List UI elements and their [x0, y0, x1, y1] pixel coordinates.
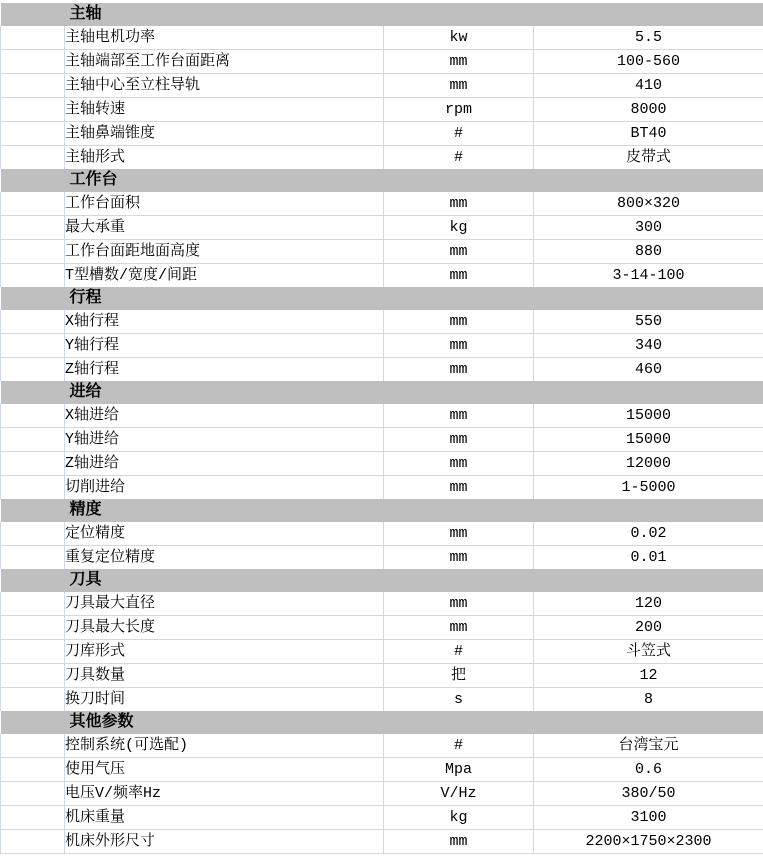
section-header-row [1, 169, 763, 192]
spec-row [1, 334, 763, 358]
spec-name: 电压V/频率Hz [65, 782, 384, 806]
spec-value: 斗笠式 [534, 640, 763, 664]
spec-row [1, 806, 763, 830]
spec-table [0, 3, 763, 854]
spec-value: 880 [534, 240, 763, 264]
spec-name: 切削进给 [65, 476, 384, 500]
spec-unit: V/Hz [384, 782, 534, 806]
spec-value: 5.5 [534, 26, 763, 50]
blank-cell [1, 640, 65, 664]
spec-unit: s [384, 688, 534, 712]
spec-name: 控制系统(可选配) [65, 734, 384, 758]
blank-cell [1, 310, 65, 334]
blank-cell [1, 476, 65, 500]
spec-name: 工作台面积 [65, 192, 384, 216]
spec-unit: mm [384, 50, 534, 74]
spec-value: 800×320 [534, 192, 763, 216]
blank-cell [1, 452, 65, 476]
spec-row [1, 782, 763, 806]
spec-name: 刀具数量 [65, 664, 384, 688]
spec-row [1, 592, 763, 616]
blank-cell [1, 264, 65, 288]
section-header-row [1, 499, 763, 522]
spec-unit: mm [384, 240, 534, 264]
blank-cell [1, 334, 65, 358]
spec-unit: mm [384, 546, 534, 570]
spec-row [1, 98, 763, 122]
spec-unit: Mpa [384, 758, 534, 782]
spec-unit: 把 [384, 664, 534, 688]
spec-unit: # [384, 146, 534, 170]
spec-unit: mm [384, 264, 534, 288]
section-title: 精度 [1, 499, 763, 522]
blank-cell [1, 546, 65, 570]
spec-row [1, 358, 763, 382]
spec-name: X轴进给 [65, 404, 384, 428]
spec-unit: mm [384, 74, 534, 98]
blank-cell [1, 26, 65, 50]
spec-value: 460 [534, 358, 763, 382]
spec-value: 300 [534, 216, 763, 240]
spec-value: 皮带式 [534, 146, 763, 170]
spec-unit: mm [384, 310, 534, 334]
spec-name: 主轴端部至工作台面距离 [65, 50, 384, 74]
spec-name: 机床外形尺寸 [65, 830, 384, 854]
spec-value: 3100 [534, 806, 763, 830]
blank-cell [1, 50, 65, 74]
spec-name: 工作台面距地面高度 [65, 240, 384, 264]
spec-row [1, 192, 763, 216]
blank-cell [1, 98, 65, 122]
spec-name: 刀具最大长度 [65, 616, 384, 640]
section-header-row [1, 569, 763, 592]
blank-cell [1, 522, 65, 546]
spec-row [1, 74, 763, 98]
spec-name: X轴行程 [65, 310, 384, 334]
blank-cell [1, 192, 65, 216]
spec-row [1, 664, 763, 688]
blank-cell [1, 758, 65, 782]
spec-name: 定位精度 [65, 522, 384, 546]
spec-value: 380/50 [534, 782, 763, 806]
spec-name: 使用气压 [65, 758, 384, 782]
spec-name: Z轴行程 [65, 358, 384, 382]
spec-unit: kg [384, 216, 534, 240]
spec-value: 8000 [534, 98, 763, 122]
spec-unit: mm [384, 404, 534, 428]
blank-cell [1, 616, 65, 640]
spec-value: 2200×1750×2300 [534, 830, 763, 854]
spec-row [1, 310, 763, 334]
spec-unit: rpm [384, 98, 534, 122]
section-header-row [1, 711, 763, 734]
spec-name: 刀具最大直径 [65, 592, 384, 616]
spec-row [1, 428, 763, 452]
spec-unit: mm [384, 476, 534, 500]
section-title: 刀具 [1, 569, 763, 592]
spec-unit: mm [384, 830, 534, 854]
spec-table-body [1, 3, 763, 854]
spec-value: 0.01 [534, 546, 763, 570]
spec-unit: mm [384, 452, 534, 476]
spec-value: 15000 [534, 404, 763, 428]
spec-row [1, 50, 763, 74]
spec-value: 台湾宝元 [534, 734, 763, 758]
spec-unit: mm [384, 192, 534, 216]
spec-row [1, 758, 763, 782]
spec-value: BT40 [534, 122, 763, 146]
spec-value: 12000 [534, 452, 763, 476]
blank-cell [1, 74, 65, 98]
blank-cell [1, 806, 65, 830]
spec-value: 1-5000 [534, 476, 763, 500]
section-header-row [1, 3, 763, 26]
spec-name: 换刀时间 [65, 688, 384, 712]
spec-unit: mm [384, 358, 534, 382]
blank-cell [1, 592, 65, 616]
spec-value: 3-14-100 [534, 264, 763, 288]
spec-name: 机床重量 [65, 806, 384, 830]
spec-name: 主轴形式 [65, 146, 384, 170]
spec-unit: mm [384, 428, 534, 452]
blank-cell [1, 688, 65, 712]
section-header-row [1, 381, 763, 404]
spec-row [1, 476, 763, 500]
spec-value: 15000 [534, 428, 763, 452]
spec-name: Y轴行程 [65, 334, 384, 358]
spec-value: 12 [534, 664, 763, 688]
spec-value: 410 [534, 74, 763, 98]
spec-value: 0.6 [534, 758, 763, 782]
spec-name: 主轴鼻端锥度 [65, 122, 384, 146]
spec-row [1, 26, 763, 50]
spec-unit: kw [384, 26, 534, 50]
spec-name: T型槽数/宽度/间距 [65, 264, 384, 288]
spec-row [1, 404, 763, 428]
blank-cell [1, 664, 65, 688]
blank-cell [1, 240, 65, 264]
spec-row [1, 452, 763, 476]
section-header-row [1, 287, 763, 310]
spec-row [1, 734, 763, 758]
spec-unit: mm [384, 592, 534, 616]
spec-unit: mm [384, 616, 534, 640]
blank-cell [1, 734, 65, 758]
spec-name: 刀库形式 [65, 640, 384, 664]
section-title: 其他参数 [1, 711, 763, 734]
spec-name: 重复定位精度 [65, 546, 384, 570]
spec-value: 8 [534, 688, 763, 712]
spec-unit: # [384, 640, 534, 664]
spec-value: 100-560 [534, 50, 763, 74]
spec-row [1, 688, 763, 712]
spec-unit: mm [384, 334, 534, 358]
spec-value: 340 [534, 334, 763, 358]
spec-unit: kg [384, 806, 534, 830]
spec-unit: # [384, 122, 534, 146]
spec-row [1, 616, 763, 640]
spec-row [1, 122, 763, 146]
spec-value: 0.02 [534, 522, 763, 546]
blank-cell [1, 404, 65, 428]
blank-cell [1, 358, 65, 382]
section-title: 工作台 [1, 169, 763, 192]
spec-name: Z轴进给 [65, 452, 384, 476]
spec-unit: # [384, 734, 534, 758]
blank-cell [1, 830, 65, 854]
spec-name: Y轴进给 [65, 428, 384, 452]
section-title: 进给 [1, 381, 763, 404]
spec-name: 主轴电机功率 [65, 26, 384, 50]
spec-row [1, 522, 763, 546]
blank-cell [1, 428, 65, 452]
blank-cell [1, 146, 65, 170]
spec-row [1, 146, 763, 170]
spec-value: 550 [534, 310, 763, 334]
spec-row [1, 264, 763, 288]
spec-row [1, 830, 763, 854]
blank-cell [1, 782, 65, 806]
spec-value: 200 [534, 616, 763, 640]
blank-cell [1, 216, 65, 240]
section-title: 主轴 [1, 3, 763, 26]
spec-row [1, 546, 763, 570]
spec-row [1, 640, 763, 664]
spec-value: 120 [534, 592, 763, 616]
spec-unit: mm [384, 522, 534, 546]
spec-name: 最大承重 [65, 216, 384, 240]
spec-row [1, 240, 763, 264]
spec-name: 主轴中心至立柱导轨 [65, 74, 384, 98]
blank-cell [1, 122, 65, 146]
spec-row [1, 216, 763, 240]
section-title: 行程 [1, 287, 763, 310]
spec-name: 主轴转速 [65, 98, 384, 122]
